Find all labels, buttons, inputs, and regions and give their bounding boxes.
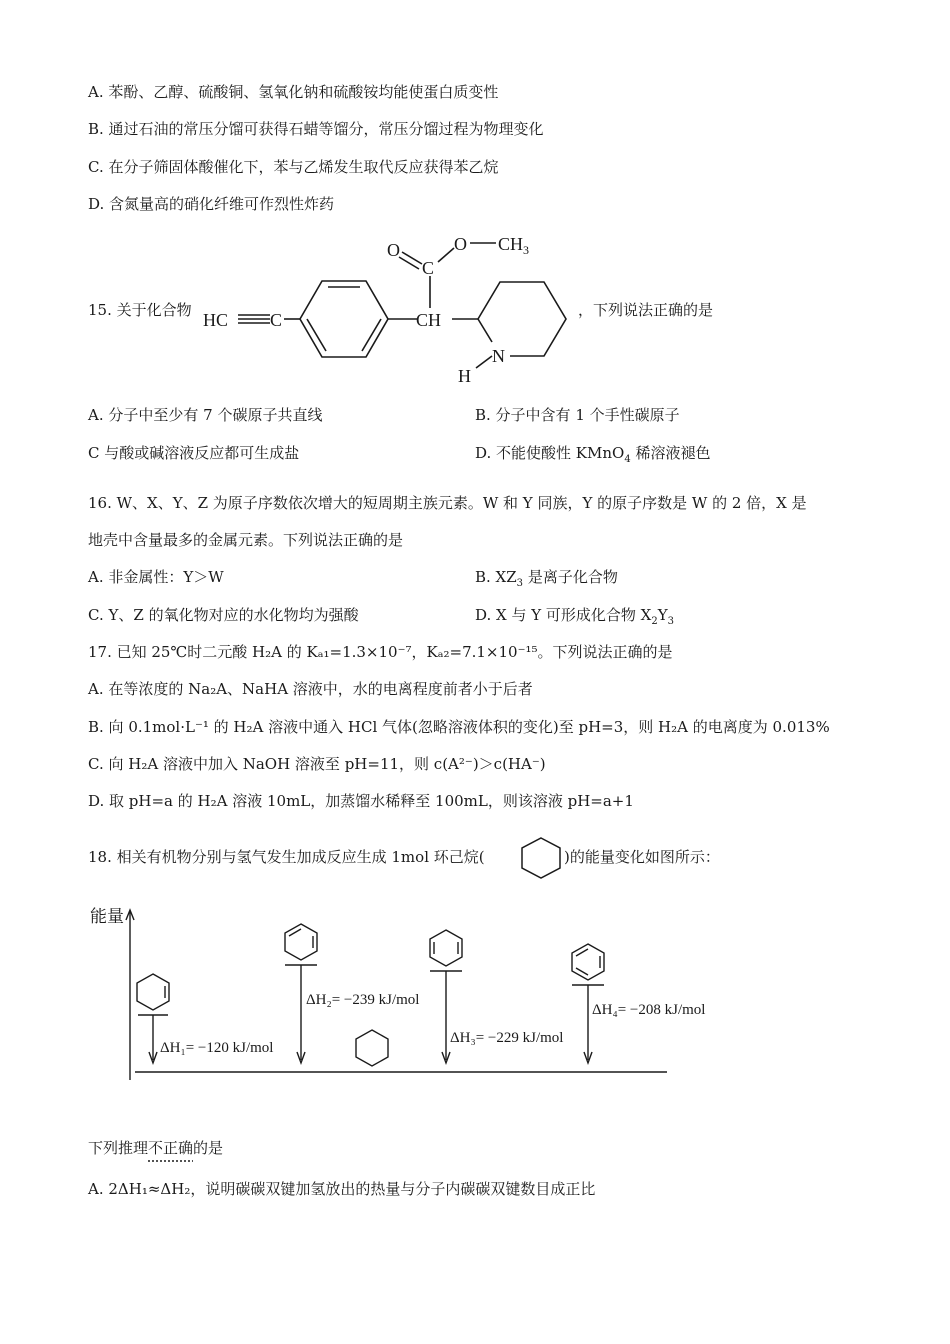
q16-option-d: D. X 与 Y 可形成化合物 $X_2Y_3$ bbox=[475, 606, 675, 627]
q16-option-b: B. $XZ_3$ 是离子化合物 bbox=[475, 568, 618, 589]
energy-axis-label: 能量 bbox=[90, 907, 124, 927]
structure-o1-label: O bbox=[387, 240, 400, 260]
q15-option-a: A. 分子中至少有 7 个碳原子共直线 bbox=[88, 406, 323, 424]
emphasized-not-correct: 不正确 bbox=[148, 1139, 194, 1157]
q18-option-a: A. 2ΔH₁≈ΔH₂，说明碳碳双键加氢放出的热量与分子内碳碳双键数目成正比 bbox=[88, 1180, 596, 1198]
q18-stem-suffix: )的能量变化如图所示： bbox=[564, 848, 720, 866]
q14-option-d: D. 含氮量高的硝化纤维可作烈性炸药 bbox=[88, 195, 335, 213]
structure-h-label: H bbox=[458, 366, 471, 386]
delta-h1-label: ΔH₁= −120 kJ/mol bbox=[160, 1040, 274, 1056]
q15-stem-prefix: 15. 关于化合物 bbox=[88, 301, 192, 319]
structure-o2-label: O bbox=[454, 234, 467, 254]
structure-ch-label: CH bbox=[416, 310, 442, 330]
q17-option-c: C. 向 H₂A 溶液中加入 NaOH 溶液至 pH=11，则 c(A²⁻)＞c(HA⁻) bbox=[88, 755, 546, 773]
q16-stem-line2: 地壳中含量最多的金属元素。下列说法正确的是 bbox=[88, 531, 404, 549]
q17-stem: 17. 已知 25℃时二元酸 H₂A 的 Kₐ₁=1.3×10⁻⁷，Kₐ₂=7.1×10⁻¹⁵。下列说法正确的是 bbox=[88, 643, 673, 661]
q15-stem-suffix: ，下列说法正确的是 bbox=[578, 301, 714, 319]
q16-stem-line1: 16. W、X、Y、Z 为原子序数依次增大的短周期主族元素。W 和 Y 同族，Y 的原子序数是 W 的 2 倍，X 是 bbox=[88, 494, 807, 512]
cyclohexane-product-molecule bbox=[356, 1030, 388, 1066]
q18-stem-prefix: 18. 相关有机物分别与氢气发生加成反应生成 1mol 环己烷( bbox=[88, 848, 485, 866]
q15-option-c: C 与酸或碱溶液反应都可生成盐 bbox=[88, 444, 300, 462]
q17-option-a: A. 在等浓度的 Na₂A、NaHA 溶液中，水的电离程度前者小于后者 bbox=[88, 680, 533, 698]
q14-option-c: C. 在分子筛固体酸催化下，苯与乙烯发生取代反应获得苯乙烷 bbox=[88, 158, 499, 176]
q18-inference-prompt: 下列推理不正确的是 bbox=[88, 1139, 224, 1157]
structure-hc-label: HC bbox=[203, 310, 229, 330]
q16-option-a: A. 非金属性：Y＞W bbox=[88, 568, 224, 586]
q14-option-b: B. 通过石油的常压分馏可获得石蜡等馏分，常压分馏过程为物理变化 bbox=[88, 120, 544, 138]
q15-option-d: D. 不能使酸性 KMnO$_4$ 稀溶液褪色 bbox=[475, 444, 711, 465]
cyclohexane-inline-icon bbox=[518, 836, 564, 880]
structure-n-label: N bbox=[492, 346, 505, 366]
structure-carbonyl-c-label: C bbox=[422, 258, 435, 278]
delta-h2-label: ΔH₂= −239 kJ/mol bbox=[306, 992, 420, 1008]
q15-structure-diagram bbox=[200, 228, 590, 388]
q17-option-b: B. 向 0.1mol·L⁻¹ 的 H₂A 溶液中通入 HCl 气体(忽略溶液体积的变化)至 pH=3，则 H₂A 的电离度为 0.013% bbox=[88, 718, 830, 736]
q16-option-c: C. Y、Z 的氧化物对应的水化物均为强酸 bbox=[88, 606, 359, 624]
q17-option-d: D. 取 pH=a 的 H₂A 溶液 10mL，加蒸馏水稀释至 100mL，则该溶液 pH=a+1 bbox=[88, 792, 634, 810]
delta-h4-label: ΔH₄= −208 kJ/mol bbox=[592, 1002, 706, 1018]
structure-ch3-label: $CH_3$ bbox=[498, 234, 530, 257]
q15-option-b: B. 分子中含有 1 个手性碳原子 bbox=[475, 406, 680, 424]
structure-c-label: C bbox=[270, 310, 283, 330]
energy-diagram bbox=[85, 900, 706, 1090]
delta-h3-label: ΔH₃= −229 kJ/mol bbox=[450, 1030, 564, 1046]
q14-option-a: A. 苯酚、乙醇、硫酸铜、氢氧化钠和硫酸铵均能使蛋白质变性 bbox=[88, 83, 499, 101]
